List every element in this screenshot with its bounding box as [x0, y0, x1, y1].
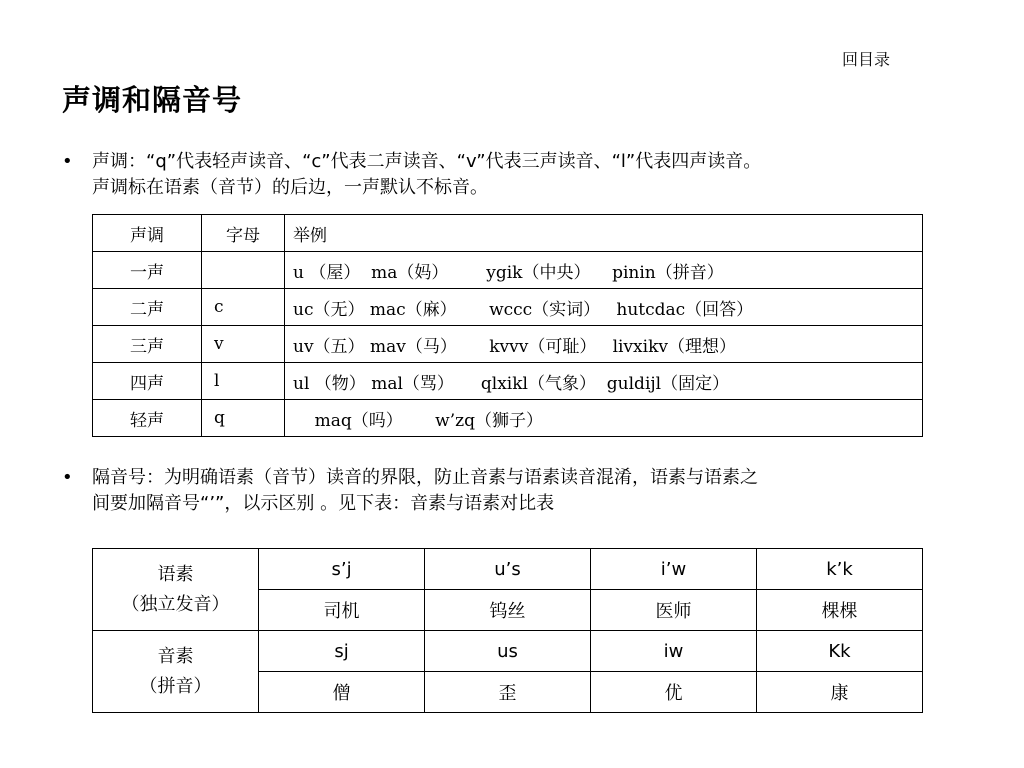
table-row: [93, 289, 923, 326]
table-row: [93, 549, 923, 590]
table-row: [93, 252, 923, 289]
tone-examples: u （屋） ma（妈） ygik（中央） pinin（拼音）: [285, 252, 923, 289]
separator-line-2: 间要加隔音号“’”，以示区别 。见下表：音素与语素对比表: [92, 493, 555, 514]
page-title: 声调和隔音号: [62, 83, 243, 117]
phoneme-chars: 僧: [259, 672, 425, 713]
group-label-line: （拼音）: [139, 675, 212, 697]
phoneme-chars: 优: [590, 672, 756, 713]
tones-line-2: 声调标在语素（音节）的后边，一声默认不标音。: [92, 177, 488, 198]
tone-examples: uc（无） mac（麻） wccc（实词） hutcdac（回答）: [285, 289, 923, 326]
separator-line-1: 隔音号：为明确语素（音节）读音的界限，防止音素与语素读音混淆，语素与语素之: [92, 467, 758, 488]
tone-examples: maq（吗） w’zq（狮子）: [285, 400, 923, 437]
morpheme-chars: 医师: [590, 590, 756, 631]
tone-letter: l: [202, 363, 285, 400]
tone-letter: q: [202, 400, 285, 437]
tone-name: 一声: [93, 252, 202, 289]
bullet-separator: [62, 465, 972, 517]
tone-name: 二声: [93, 289, 202, 326]
phoneme-code: sj: [259, 631, 425, 672]
bullet-tones: [62, 149, 972, 201]
morpheme-code: k’k: [756, 549, 922, 590]
phoneme-code: iw: [590, 631, 756, 672]
morpheme-chars: 司机: [259, 590, 425, 631]
morpheme-code: s’j: [259, 549, 425, 590]
tone-letter: v: [202, 326, 285, 363]
phoneme-code: Kk: [756, 631, 922, 672]
header-tone: 声调: [93, 215, 202, 252]
group-label-morpheme: [93, 549, 259, 631]
table-row: [93, 326, 923, 363]
header-letter: 字母: [202, 215, 285, 252]
table-row: [93, 363, 923, 400]
bullet-dot: •: [62, 467, 73, 488]
tones-line-1: 声调：“q”代表轻声读音、“c”代表二声读音、“v”代表三声读音、“l”代表四声读音。: [92, 151, 762, 172]
phoneme-code: us: [425, 631, 591, 672]
tone-table-header-row: [93, 215, 923, 252]
tone-letter: c: [202, 289, 285, 326]
tone-table: [92, 214, 923, 437]
morpheme-code: i’w: [590, 549, 756, 590]
header-examples: 举例: [285, 215, 923, 252]
tone-name: 三声: [93, 326, 202, 363]
table-row: [93, 631, 923, 672]
table-row: [93, 400, 923, 437]
morpheme-chars: 棵棵: [756, 590, 922, 631]
group-label-line: 语素: [157, 563, 194, 585]
morpheme-code: u’s: [425, 549, 591, 590]
tone-name: 四声: [93, 363, 202, 400]
tone-examples: uv（五） mav（马） kvvv（可耻） livxikv（理想）: [285, 326, 923, 363]
back-to-toc-link[interactable]: 回目录: [842, 50, 891, 69]
phoneme-chars: 康: [756, 672, 922, 713]
group-label-line: 音素: [157, 645, 194, 667]
tone-examples: ul （物） mal（骂） qlxikl（气象） guldijl（固定）: [285, 363, 923, 400]
group-label-line: （独立发音）: [121, 593, 230, 615]
morpheme-chars: 钨丝: [425, 590, 591, 631]
group-label-phoneme: [93, 631, 259, 713]
tone-letter: [202, 252, 285, 289]
morpheme-phoneme-table: [92, 548, 923, 713]
phoneme-chars: 歪: [425, 672, 591, 713]
tone-name: 轻声: [93, 400, 202, 437]
bullet-dot: •: [62, 151, 73, 172]
